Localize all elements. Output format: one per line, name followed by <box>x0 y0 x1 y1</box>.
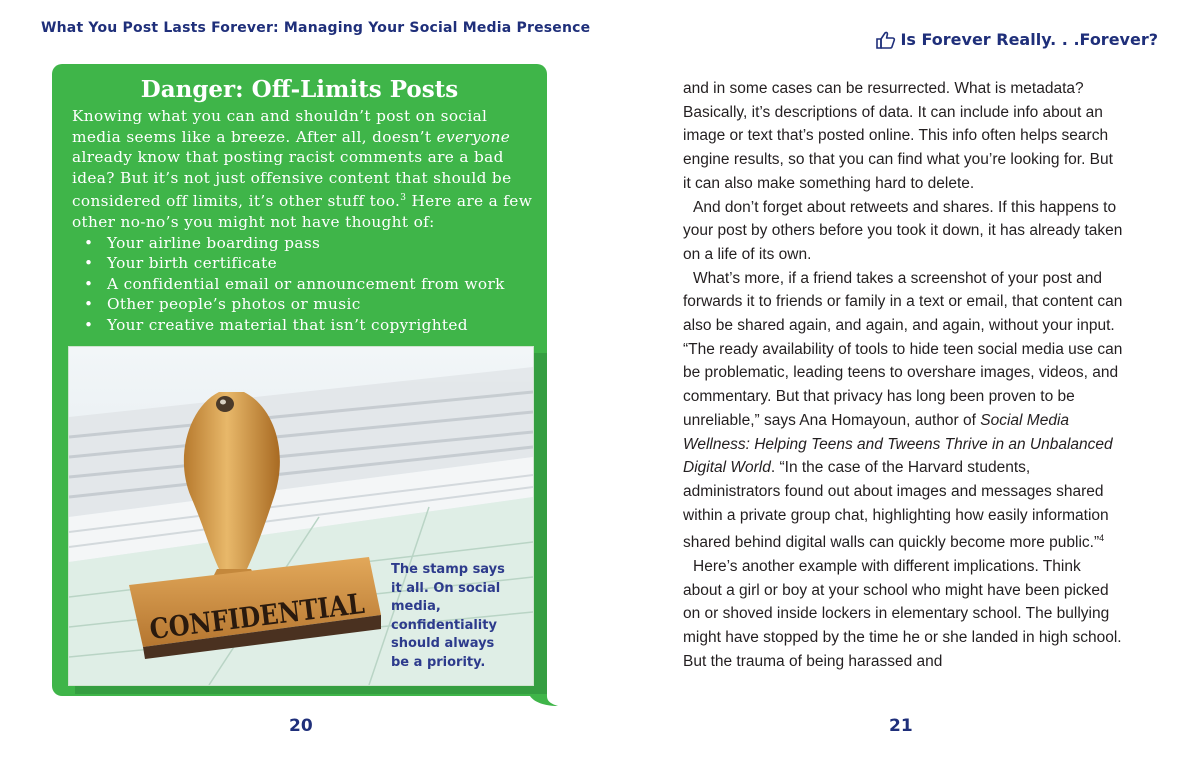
list-item: • Your birth certificate <box>72 253 534 274</box>
sidebar-intro-text-c: Here are a few other no-no’s you might not have thought of: <box>72 192 533 231</box>
list-item: • Your creative material that isn’t copyrighted <box>72 315 534 336</box>
body-paragraph-3-text-a: What’s more, if a friend takes a screenshot of your post and forwards it to friends or family in a text or email, that content can also be shared again, and again, and again, without your input. “The ready availability of tools to hide teen social media use can be problematic, leading teens to overshare images, videos, and commentary. But that privacy has long been proven to be unreliable,” says Ana Homayoun, author of <box>683 269 1123 429</box>
sidebar-title: Danger: Off-Limits Posts <box>140 76 459 103</box>
body-paragraph-1: and in some cases can be resurrected. What is metadata? Basically, it’s descriptions of data. It can include info about an image or text that’s posted online. This info often helps search engine results, so that you can find what you’re looking for. But it can also make something hard to delete. <box>683 80 1113 192</box>
thumbs-up-icon <box>876 31 896 49</box>
sidebar-body <box>72 106 534 336</box>
photo-caption: The stamp says it all. On social media, confidentiality should always be a priority. <box>391 562 505 670</box>
list-item: • Your airline boarding pass <box>72 233 534 254</box>
footnote-ref-4: 4 <box>1099 533 1105 544</box>
body-paragraph-3-text-b: . “In the case of the Harvard students, administrators found out about images and messages shared within a private group chat, highlighting how easily information shared behind digital walls can quickly become more public.” <box>683 459 1109 552</box>
body-paragraph-3 <box>683 267 1123 555</box>
sidebar-intro-text-a: Knowing what you can and shouldn’t post on social media seems like a breeze. After all, doesn’t <box>72 107 488 146</box>
body-text-column <box>683 77 1123 674</box>
running-head-left: What You Post Lasts Forever: Managing Your Social Media Presence <box>41 20 591 36</box>
body-paragraph-4: Here’s another example with different implications. Think about a girl or boy at your school who might have been picked on or shoved inside lockers in elementary school. The bullying might have stopped by the time he or she landed in high school. But the trauma of being harassed and <box>683 558 1122 670</box>
list-item: • Other people’s photos or music <box>72 294 534 315</box>
confidential-stamp-photo <box>68 346 534 686</box>
running-head-right-text: Is Forever Really. . .Forever? <box>900 30 1158 49</box>
page-number-left: 20 <box>289 716 313 736</box>
footnote-ref-3: 3 <box>400 193 407 204</box>
running-head-right <box>876 30 1158 49</box>
sidebar-list <box>72 233 534 336</box>
stamp-text: CONFIDENTIAL <box>147 582 402 646</box>
body-paragraph-2: And don’t forget about retweets and shares. If this happens to your post by others before you took it down, it has already taken on a life of its own. <box>683 198 1123 263</box>
sidebar-intro-emphasis: everyone <box>436 127 511 146</box>
book-title: Social Media Wellness: Helping Teens and Tweens Thrive in an Unbalanced Digital World <box>683 411 1113 477</box>
sidebar-intro <box>72 106 534 233</box>
sidebar-intro-text-b: already know that posting racist comments are a bad idea? But it’s not just offensive content that should be considered off limits, it’s other stuff too. <box>72 148 512 211</box>
list-item: • A confidential email or announcement from work <box>72 274 534 295</box>
page-number-right: 21 <box>889 716 913 736</box>
